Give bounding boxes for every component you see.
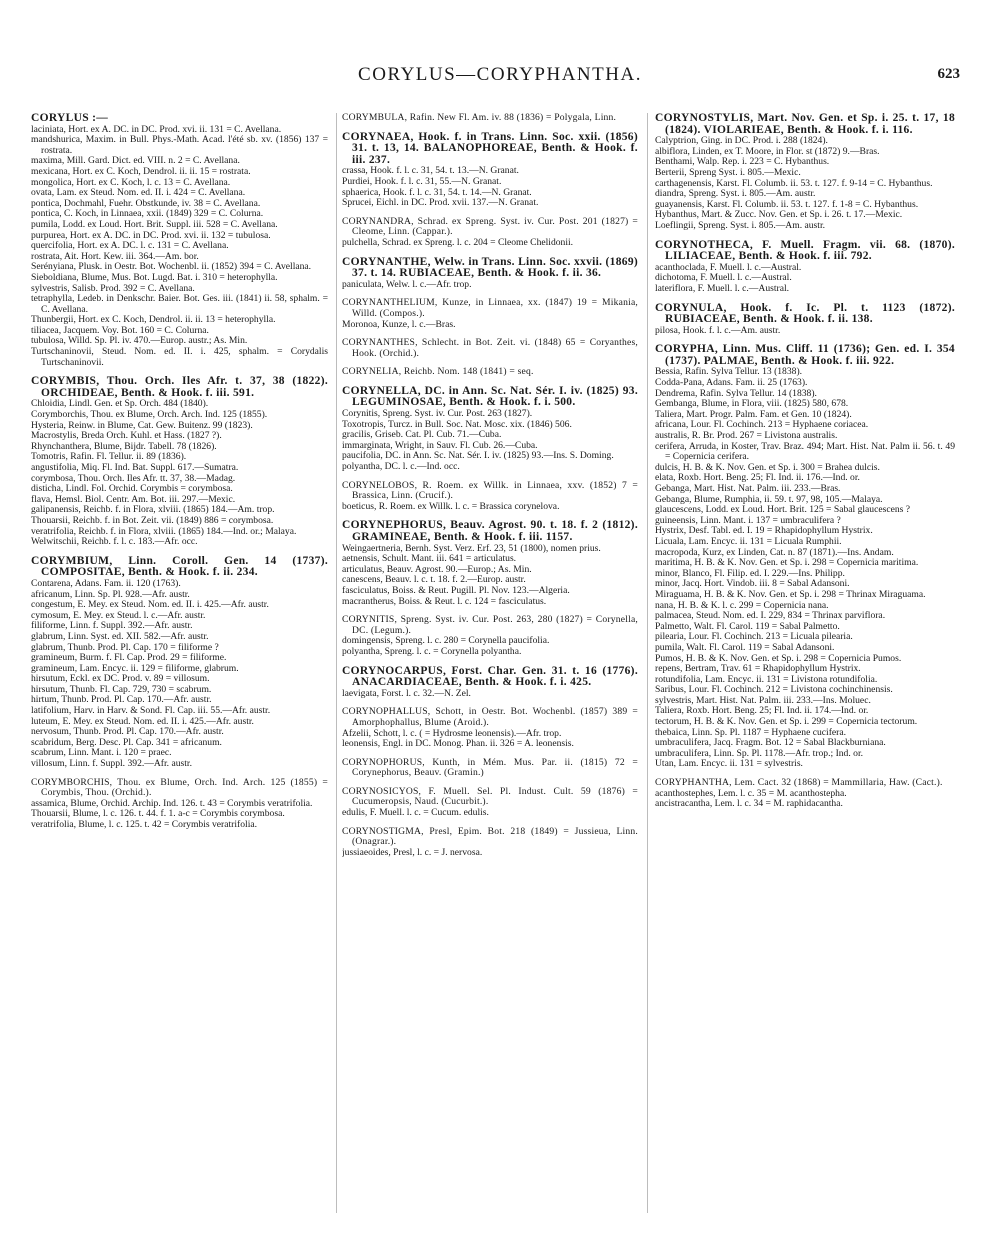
genus-heading <box>31 778 328 799</box>
genus-name: CORYNAEA, Hook. f. in Trans. Linn. Soc. xxii. (1856) 31. t. 13, 14. BALANOPHOREAE, Benth. & Hook. f. iii. 237. <box>342 130 638 166</box>
species-line: acanthostephes, Lem. l. c. 35 = M. acanthostepha. <box>655 787 847 799</box>
genus-entry <box>31 556 328 770</box>
genus-heading <box>342 367 638 378</box>
species-line: jussiaeoides, Presl, l. c. = J. nervosa. <box>342 846 483 858</box>
species-line: hirsutum, Thunb. Fl. Cap. 729, 730 = scabrum. <box>31 683 212 695</box>
species-line: diandra, Spreng. Syst. i. 805.—Am. austr. <box>655 188 816 200</box>
species-line: corymbosa, Thou. Orch. Iles Afr. tt. 37, 38.—Madag. <box>31 472 236 484</box>
species-line: Thouarsii, Blume, l. c. 126. t. 44. f. 1. a-c = Corymbis corymbosa. <box>31 808 285 820</box>
species-line: quercifolia, Hort. ex A. DC. l. c. 131 = C. Avellana. <box>31 240 229 252</box>
species-line: nana, H. B. & K. l. c. 299 = Copernicia nana. <box>655 599 829 611</box>
species-line: umbraculifera, Linn. Sp. Pl. 1178.—Afr. trop.; Ind. or. <box>655 747 864 759</box>
species-line: Pumos, H. B. & K. Nov. Gen. et Sp. i. 298 = Copernicia Pumos. <box>655 652 902 664</box>
genus-name: CORYNANDRA, Schrad. ex Spreng. Syst. iv. Cur. Post. 201 (1827) = Cleome, Linn. (Cappar.). <box>342 215 638 238</box>
species-line: Benthami, Walp. Rep. i. 223 = C. Hybanthus. <box>655 156 830 168</box>
genus-heading <box>342 827 638 848</box>
species-line: pilearia, Lour. Fl. Cochinch. 213 = Licuala pilearia. <box>655 631 853 643</box>
genus-entry <box>342 707 638 749</box>
genus-heading <box>342 615 638 636</box>
species-line: elata, Roxb. Hort. Beng. 25; Fl. Ind. ii. 176.—Ind. or. <box>655 472 860 484</box>
genus-heading <box>342 338 638 359</box>
species-line: angustifolia, Miq. Fl. Ind. Bat. Suppl. 617.—Sumatra. <box>31 462 239 473</box>
species-line: dichotoma, F. Muell. l. c.—Austral. <box>655 272 792 284</box>
species-line: carthagenensis, Karst. Fl. Columb. ii. 53. t. 127. f. 9-14 = C. Hybanthus. <box>655 177 933 189</box>
genus-entry <box>31 113 328 368</box>
genus-name: CORYNULA, Hook. f. Ic. Pl. t. 1123 (1872). RUBIACEAE, Benth. & Hook. f. ii. 138. <box>655 301 955 326</box>
species-line: dulcis, H. B. & K. Nov. Gen. et Sp. i. 300 = Brahea dulcis. <box>655 461 880 473</box>
species-line: congestum, E. Mey. ex Steud. Nom. ed. II. i. 425.—Afr. austr. <box>31 599 269 611</box>
genus-heading <box>342 257 638 280</box>
species-line: Thouarsii, Reichb. f. in Bot. Zeit. vii. (1849) 886 = corymbosa. <box>31 514 274 526</box>
species-line: Sprucei, Eichl. in DC. Prod. xvii. 137.—N. Granat. <box>342 197 539 209</box>
genus-name: CORYNOPHALLUS, Schott, in Oestr. Bot. Wochenbl. (1857) 389 = Amorphophallus, Blume (Aroid.). <box>342 706 638 728</box>
species-line: mexicana, Hort. ex C. Koch, Dendrol. ii. ii. 15 = rostrata. <box>31 165 251 177</box>
genus-name: CORYPHANTHA, Lem. Cact. 32 (1868) = Mammillaria, Haw. (Cact.). <box>655 777 943 789</box>
species-line: veratrifolia, Blume, l. c. 125. t. 42 = Corymbis veratrifolia. <box>31 819 258 830</box>
genus-heading <box>655 240 955 263</box>
column-divider <box>336 113 337 1213</box>
species-line: Codda-Pana, Adans. Fam. ii. 25 (1763). <box>655 377 808 389</box>
species-line: Macrostylis, Breda Orch. Kuhl. et Hass. (1827 ?). <box>31 430 222 442</box>
species-line: cymosum, E. Mey. ex Steud. l. c.—Afr. austr. <box>31 609 206 621</box>
species-line: hirsutum, Eckl. ex DC. Prod. v. 89 = villosum. <box>31 673 210 685</box>
species-line: Utan, Lam. Encyc. ii. 131 = sylvestris. <box>655 758 803 770</box>
genus-entry <box>342 257 638 291</box>
page-title: CORYLUS—CORYPHANTHA. <box>358 64 642 85</box>
genus-name: CORYNOTHECA, F. Muell. Fragm. vii. 68. (1870). LILIACEAE, Benth. & Hook. f. iii. 792. <box>655 238 955 263</box>
genus-name: CORYNANTHE, Welw. in Trans. Linn. Soc. xxvii. (1869) 37. t. 14. RUBIACEAE, Benth. & Hook. f. ii. 36. <box>342 255 638 280</box>
genus-entry <box>342 338 638 359</box>
genus-name: CORYNOCARPUS, Forst. Char. Gen. 31. t. 16 (1776). ANACARDIACEAE, Benth. & Hook. f. i. 425. <box>342 664 638 689</box>
genus-heading <box>31 556 328 579</box>
species-line: africanum, Linn. Sp. Pl. 928.—Afr. austr. <box>31 588 190 600</box>
species-line: pontica, Dochmahl, Fuehr. Obstkunde, iv. 38 = C. Avellana. <box>31 197 261 209</box>
species-line: Thunbergii, Hort. ex C. Koch, Dendrol. ii. ii. 13 = heterophylla. <box>31 314 276 326</box>
species-line: scabrum, Linn. Mant. i. 120 = praec. <box>31 747 172 759</box>
species-line: laevigata, Forst. l. c. 32.—N. Zel. <box>342 687 471 699</box>
genus-name: CORYNITIS, Spreng. Syst. iv. Cur. Post. 263, 280 (1827) = Corynella, DC. (Legum.). <box>342 614 638 636</box>
species-line: Toxotropis, Turcz. in Bull. Soc. Nat. Mosc. xix. (1846) 506. <box>342 418 572 430</box>
species-line: Saribus, Lour. Fl. Cochinch. 212 = Livistona cochinchinensis. <box>655 684 893 696</box>
species-line: latifolium, Harv. in Harv. & Sond. Fl. Cap. iii. 55.—Afr. austr. <box>31 705 271 717</box>
species-line: domingensis, Spreng. l. c. 280 = Corynella paucifolia. <box>342 635 550 647</box>
column-middle <box>342 113 638 1225</box>
genus-name: CORYLUS :— <box>31 113 109 124</box>
genus-entry <box>655 113 955 232</box>
genus-entry <box>342 520 638 607</box>
species-line: Calyptrion, Ging. in DC. Prod. i. 288 (1824). <box>655 135 828 147</box>
species-line: rostrata, Ait. Hort. Kew. iii. 364.—Am. bor. <box>31 250 199 262</box>
species-line: Gembanga, Blume, in Flora, viii. (1825) 580, 678. <box>655 398 849 410</box>
species-line: tectorum, H. B. & K. Nov. Gen. et Sp. i. 299 = Copernicia tectorum. <box>655 716 918 728</box>
genus-name: CORYNOSICYOS, F. Muell. Sel. Pl. Indust. Cult. 59 (1876) = Cucumeropsis, Naud. (Cucurbit.). <box>342 785 638 808</box>
genus-entry <box>342 481 638 513</box>
species-line: aetnensis, Schult. Mant. iii. 641 = articulatus. <box>342 553 517 565</box>
species-line: Hybanthus, Mart. & Zucc. Nov. Gen. et Sp. i. 26. t. 17.—Mexic. <box>655 209 903 221</box>
genus-name: CORYNOPHORUS, Kunth, in Mém. Mus. Par. ii. (1815) 72 = Corynephorus, Beauv. (Gramin.) <box>342 756 638 779</box>
species-line: umbraculifera, Jacq. Fragm. Bot. 12 = Sabal Blackburniana. <box>655 737 886 749</box>
species-line: cerifera, Arruda, in Koster, Trav. Braz. 494; Mart. Hist. Nat. Palm ii. 56. t. 49 = Copernicia cerifera. <box>655 440 955 463</box>
species-line: minor, Blanco, Fl. Filip. ed. I. 229.—Ins. Philipp. <box>655 567 845 579</box>
genus-heading <box>655 113 955 136</box>
species-line: disticha, Lindl. Fol. Orchid. Corymbis = corymbosa. <box>31 483 233 495</box>
genus-entry <box>342 217 638 249</box>
species-line: scabridum, Berg. Desc. Pl. Cap. 341 = africanum. <box>31 736 222 748</box>
species-line: canescens, Beauv. l. c. t. 18. f. 2.—Europ. austr. <box>342 574 526 586</box>
species-line: filiforme, Linn. f. Suppl. 392.—Afr. austr. <box>31 620 193 632</box>
species-line: pumila, Walt. Fl. Carol. 119 = Sabal Adansoni. <box>655 641 835 653</box>
genus-heading <box>342 386 638 409</box>
species-line: Weingaertneria, Bernh. Syst. Verz. Erf. 23, 51 (1800), nomen prius. <box>342 542 601 554</box>
species-line: polyantha, Spreng. l. c. = Corynella polyantha. <box>342 645 522 657</box>
species-line: lateriflora, F. Muell. l. c.—Austral. <box>655 282 790 294</box>
species-line: acanthoclada, F. Muell. l. c.—Austral. <box>655 261 802 273</box>
genus-heading <box>655 344 955 367</box>
species-line: paniculata, Welw. l. c.—Afr. trop. <box>342 278 472 290</box>
species-line: maritima, H. B. & K. Nov. Gen. et Sp. i. 298 = Copernicia maritima. <box>655 557 919 569</box>
species-line: Taliera, Roxb. Hort. Beng. 25; Fl. Ind. ii. 174.—Ind. or. <box>655 705 869 717</box>
genus-heading <box>342 481 638 502</box>
genus-entry <box>342 367 638 378</box>
species-line: guayanensis, Karst. Fl. Columb. ii. 53. t. 127. f. 1-8 = C. Hybanthus. <box>655 198 919 210</box>
species-line: leonensis, Engl. in DC. Monog. Phan. ii. 326 = A. leonensis. <box>342 738 574 750</box>
species-line: Loeflingii, Spreng. Syst. i. 805.—Am. austr. <box>655 219 826 231</box>
species-line: albiflora, Linden, ex T. Moore, in Flor. st (1872) 9.—Bras. <box>655 145 880 157</box>
species-line: flava, Hemsl. Biol. Centr. Am. Bot. iii. 297.—Mexic. <box>31 493 236 505</box>
genus-name: CORYNANTHES, Schlecht. in Bot. Zeit. vi. (1848) 65 = Coryanthes, Hook. (Orchid.). <box>342 337 638 359</box>
genus-entry <box>655 303 955 337</box>
species-line: Corynitis, Spreng. Syst. iv. Cur. Post. 263 (1827). <box>342 408 533 420</box>
species-line: paucifolia, DC. in Ann. Sc. Nat. Sér. I. iv. (1825) 93.—Ins. S. Doming. <box>342 450 614 462</box>
genus-entry <box>342 615 638 657</box>
species-line: Gebanga, Mart. Hist. Nat. Palm. iii. 233.—Bras. <box>655 483 841 494</box>
genus-heading <box>342 707 638 728</box>
species-line: macropoda, Kurz, ex Linden, Cat. n. 87 (1871).—Ins. Andam. <box>655 546 894 558</box>
genus-entry <box>342 113 638 124</box>
species-line: pumila, Lodd. ex Loud. Hort. Brit. Suppl. iii. 528 = C. Avellana. <box>31 218 278 230</box>
species-line: tiliacea, Jacquem. Voy. Bot. 160 = C. Colurna. <box>31 324 209 336</box>
genus-name: CORYNEPHORUS, Beauv. Agrost. 90. t. 18. f. 2 (1812). GRAMINEAE, Benth. & Hook. f. iii. 1157. <box>342 519 638 543</box>
species-line: sylvestris, Salisb. Prod. 392 = C. Avellana. <box>31 282 195 294</box>
species-line: gracilis, Griseb. Cat. Pl. Cub. 71.—Cuba. <box>342 429 502 441</box>
genus-entry <box>31 778 328 831</box>
page-header <box>0 62 1000 92</box>
species-line: assamica, Blume, Orchid. Archip. Ind. 126. t. 43 = Corymbis veratrifolia. <box>31 797 313 809</box>
column-right <box>655 113 955 1225</box>
genus-heading <box>342 298 638 319</box>
species-line: articulatus, Beauv. Agrost. 90.—Europ.; As. Min. <box>342 563 532 575</box>
species-line: pilosa, Hook. f. l. c.—Am. austr. <box>655 324 781 336</box>
genus-name: CORYNOSTYLIS, Mart. Nov. Gen. et Sp. i. 25. t. 17, 18 (1824). VIOLARIEAE, Benth. & Hook. f. i. 116. <box>655 113 955 136</box>
genus-name: CORYNANTHELIUM, Kunze, in Linnaea, xx. (1847) 19 = Mikania, Willd. (Compos.). <box>342 297 638 319</box>
genus-entry <box>655 778 955 810</box>
species-line: Contarena, Adans. Fam. ii. 120 (1763). <box>31 577 181 589</box>
species-line: pulchella, Schrad. ex Spreng. l. c. 204 = Cleome Chelidonii. <box>342 236 574 248</box>
species-line: thebaica, Linn. Sp. Pl. 1187 = Hyphaene cucifera. <box>655 726 847 738</box>
species-line: fasciculatus, Boiss. & Reut. Pugill. Pl. Nov. 123.—Algeria. <box>342 584 570 596</box>
genus-entry <box>655 344 955 770</box>
genus-name: CORYNOSTIGMA, Presl, Epim. Bot. 218 (1849) = Jussieua, Linn. (Onagrar.). <box>342 825 638 848</box>
species-line: glaucescens, Lodd. ex Loud. Hort. Brit. 125 = Sabal glaucescens ? <box>655 504 911 516</box>
genus-name: CORYNELIA, Reichb. Nom. 148 (1841) = seq. <box>342 366 534 378</box>
species-line: tetraphylla, Ledeb. in Denkschr. Baier. Bot. Ges. iii. (1841) ii. 58, sphalm. = C. Avellana. <box>31 293 328 315</box>
genus-entry <box>342 666 638 700</box>
genus-name: CORYPHA, Linn. Mus. Cliff. 11 (1736); Gen. ed. I. 354 (1737). PALMAE, Benth. & Hook. f. iii. 922. <box>655 343 955 367</box>
species-line: mandshurica, Maxim. in Bull. Phys.-Math. Acad. l'été sb. xv. (1856) 137 = rostrata. <box>31 134 328 156</box>
species-line: purpurea, Hort. ex A. DC. in DC. Prod. xvi. ii. 132 = tubulosa. <box>31 229 271 241</box>
species-line: pontica, C. Koch, in Linnaea, xxii. (1849) 329 = C. Colurna. <box>31 208 264 220</box>
genus-entry <box>342 386 638 473</box>
genus-heading <box>31 376 328 399</box>
species-line: australis, R. Br. Prod. 267 = Livistona australis. <box>655 430 838 442</box>
species-line: Corymborchis, Thou. ex Blume, Orch. Arch. Ind. 125 (1855). <box>31 409 268 421</box>
species-line: Miraguama, H. B. & K. Nov. Gen. et Sp. i. 298 = Thrinax Miraguama. <box>655 588 926 600</box>
species-line: Chloidia, Lindl. Gen. et Sp. Orch. 484 (1840). <box>31 398 209 410</box>
genus-entry <box>655 240 955 295</box>
genus-entry <box>342 827 638 859</box>
species-line: Moronoa, Kunze, l. c.—Bras. <box>342 318 456 330</box>
species-line: Tomotris, Rafin. Fl. Tellur. ii. 89 (1836). <box>31 451 187 463</box>
species-line: Turtschaninovii, Steud. Nom. ed. II. i. 425, sphalm. = Corydalis Turtschaninovii. <box>31 346 328 368</box>
genus-heading <box>342 520 638 543</box>
genus-heading <box>342 217 638 238</box>
column-left <box>31 113 328 1225</box>
species-line: Bessia, Rafin. Sylva Tellur. 13 (1838). <box>655 366 803 378</box>
genus-name: CORYMBIUM, Linn. Coroll. Gen. 14 (1737). COMPOSITAE, Benth. & Hook. f. ii. 234. <box>31 554 328 579</box>
species-line: Purdiei, Hook. f. l. c. 31, 55.—N. Granat. <box>342 175 502 187</box>
species-line: boeticus, R. Roem. ex Willk. l. c. = Brassica corynelova. <box>342 500 560 512</box>
species-line: macrantherus, Boiss. & Reut. l. c. 124 = fasciculatus. <box>342 595 547 607</box>
genus-entry <box>342 758 638 779</box>
species-line: palmacea, Steud. Nom. ed. I. 229, 834 = Thrinax parviflora. <box>655 610 886 622</box>
species-line: nervosum, Thunb. Prod. Pl. Cap. 170.—Afr. austr. <box>31 726 224 738</box>
genus-entry <box>342 132 638 209</box>
genus-name: CORYNELLA, DC. in Ann. Sc. Nat. Sér. I. iv. (1825) 93. LEGUMINOSAE, Benth. & Hook. f. i. 500. <box>342 384 638 409</box>
genus-name: CORYMBORCHIS, Thou. ex Blume, Orch. Ind. Arch. 125 (1855) = Corymbis, Thou. (Orchid.). <box>31 776 328 799</box>
species-line: immarginata, Wright, in Sauv. Fl. Cub. 26.—Cuba. <box>342 439 538 451</box>
genus-heading <box>342 666 638 689</box>
species-line: crassa, Hook. f. l. c. 31, 54. t. 13.—N. Granat. <box>342 165 519 177</box>
species-line: sphaerica, Hook. f. l. c. 31, 54. t. 14.—N. Granat. <box>342 186 532 198</box>
species-line: edulis, F. Muell. l. c. = Cucum. edulis. <box>342 807 489 819</box>
species-line: Palmetto, Walt. Fl. Carol. 119 = Sabal Palmetto. <box>655 620 840 632</box>
species-line: Berterii, Spreng Syst. i. 805.—Mexic. <box>655 166 801 178</box>
species-line: africana, Lour. Fl. Cochinch. 213 = Hyphaene coriacea. <box>655 419 869 431</box>
species-line: Licuala, Lam. Encyc. ii. 131 = Licuala Rumphii. <box>655 535 842 547</box>
species-line: luteum, E. Mey. ex Steud. Nom. ed. II. i. 425.—Afr. austr. <box>31 715 254 727</box>
genus-name: CORYNELOBOS, R. Roem. ex Willk. in Linnaea, xxv. (1852) 7 = Brassica, Linn. (Crucif.). <box>342 479 638 502</box>
species-line: rotundifolia, Lam. Encyc. ii. 131 = Livistona rotundifolia. <box>655 673 878 685</box>
page-number: 623 <box>937 66 960 82</box>
genus-heading <box>342 113 638 124</box>
species-line: Serényiana, Plusk. in Oestr. Bot. Wochenbl. ii. (1852) 394 = C. Avellana. <box>31 261 312 273</box>
species-line: minor, Jacq. Hort. Vindob. iii. 8 = Sabal Adansoni. <box>655 578 850 590</box>
species-line: Taliera, Mart. Progr. Palm. Fam. et Gen. 10 (1824). <box>655 408 852 420</box>
genus-heading <box>655 303 955 326</box>
species-line: Sieboldiana, Blume, Mus. Bot. Lugd. Bat. i. 310 = heterophylla. <box>31 271 278 283</box>
species-line: hirtum, Thunb. Prod. Pl. Cap. 170.—Afr. austr. <box>31 694 212 706</box>
genus-entry <box>342 298 638 330</box>
species-line: polyantha, DC. l. c.—Ind. occ. <box>342 461 460 473</box>
species-line: glabrum, Thunb. Prod. Pl. Cap. 170 = filiforme ? <box>31 641 219 653</box>
species-line: Afzelii, Schott, l. c. ( = Hydrosme leonensis).—Afr. trop. <box>342 727 562 739</box>
genus-name: CORYMBIS, Thou. Orch. Iles Afr. t. 37, 38 (1822). ORCHIDEAE, Benth. & Hook. f. iii. 591. <box>31 375 328 399</box>
species-line: mongolica, Hort. ex C. Koch, l. c. 13 = C. Avellana. <box>31 176 231 188</box>
genus-heading <box>31 113 328 125</box>
species-line: ancistracantha, Lem. l. c. 34 = M. raphidacantha. <box>655 798 843 810</box>
genus-heading <box>342 132 638 167</box>
species-line: Gebanga, Blume, Rumphia, ii. 59. t. 97, 98, 105.—Malaya. <box>655 493 883 505</box>
genus-name: CORYMBULA, Rafin. New Fl. Am. iv. 88 (1836) = Polygala, Linn. <box>342 113 617 123</box>
species-line: tubulosa, Willd. Sp. Pl. iv. 470.—Europ. austr.; As. Min. <box>31 335 248 347</box>
species-line: galipanensis, Reichb. f. in Flora, xlviii. (1865) 184.—Am. trop. <box>31 504 275 516</box>
genus-entry <box>342 787 638 819</box>
genus-entry <box>31 376 328 548</box>
species-line: ovata, Lam. ex Steud. Nom. ed. II. i. 424 = C. Avellana. <box>31 187 246 199</box>
species-line: Hystrix, Desf. Tabl. ed. I. 19 = Rhapidophyllum Hystrix. <box>655 525 873 537</box>
column-divider <box>647 113 648 1213</box>
genus-heading <box>342 787 638 808</box>
species-line: sylvestris, Mart. Hist. Nat. Palm. iii. 233.—Ins. Moluec. <box>655 694 871 706</box>
species-line: gramineum, Burm. f. Fl. Cap. Prod. 29 = filiforme. <box>31 652 227 664</box>
species-line: Welwitschii, Reichb. f. l. c. 183.—Afr. occ. <box>31 536 198 548</box>
species-line: maxima, Mill. Gard. Dict. ed. VIII. n. 2 = C. Avellana. <box>31 155 240 167</box>
species-line: glabrum, Linn. Syst. ed. XII. 582.—Afr. austr. <box>31 630 209 642</box>
genus-heading <box>342 758 638 779</box>
species-line: laciniata, Hort. ex A. DC. in DC. Prod. xvi. ii. 131 = C. Avellana. <box>31 123 282 135</box>
species-line: Hysteria, Reinw. in Blume, Cat. Gew. Buitenz. 99 (1823). <box>31 419 253 431</box>
species-line: Dendrema, Rafin. Sylva Tellur. 14 (1838). <box>655 387 817 399</box>
species-line: guineensis, Linn. Mant. i. 137 = umbraculifera ? <box>655 514 841 526</box>
species-line: veratrifolia, Reichb. f. in Flora, xlviii. (1865) 184.—Ind. or.; Malaya. <box>31 525 297 537</box>
species-line: Rhynchanthera, Blume, Bijdr. Tabell. 78 (1826). <box>31 440 217 452</box>
species-line: repens, Bertram, Trav. 61 = Rhapidophyllum Hystrix. <box>655 663 861 675</box>
species-line: villosum, Linn. f. Suppl. 392.—Afr. austr. <box>31 758 192 770</box>
species-line: gramineum, Lam. Encyc. ii. 129 = filiforme, glabrum. <box>31 662 239 674</box>
